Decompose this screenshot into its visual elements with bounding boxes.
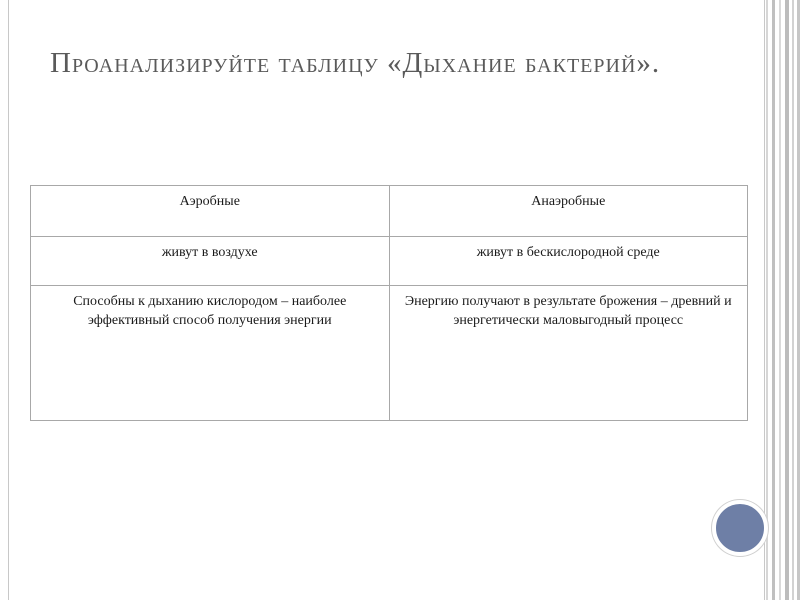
- table-row: [31, 237, 748, 286]
- cell-aerobic-habitat: живут в воздухе: [31, 237, 390, 286]
- header-anaerobic: Анаэробные: [389, 186, 748, 237]
- header-aerobic: Аэробные: [31, 186, 390, 237]
- table-header-row: [31, 186, 748, 237]
- respiration-table: [30, 185, 748, 421]
- decorative-stripes: [760, 0, 800, 600]
- cell-anaerobic-habitat: живут в бескислородной среде: [389, 237, 748, 286]
- cell-anaerobic-energy: Энергию получают в результате брожения – древний и энергетически маловыгодный процесс: [389, 286, 748, 421]
- decorative-circle: [712, 500, 768, 556]
- cell-aerobic-energy: Способны к дыханию кислородом – наиболее эффективный способ получения энергии: [31, 286, 390, 421]
- table-row: [31, 286, 748, 421]
- slide-title: Проанализируйте таблицу «Дыхание бактерий».: [50, 47, 661, 79]
